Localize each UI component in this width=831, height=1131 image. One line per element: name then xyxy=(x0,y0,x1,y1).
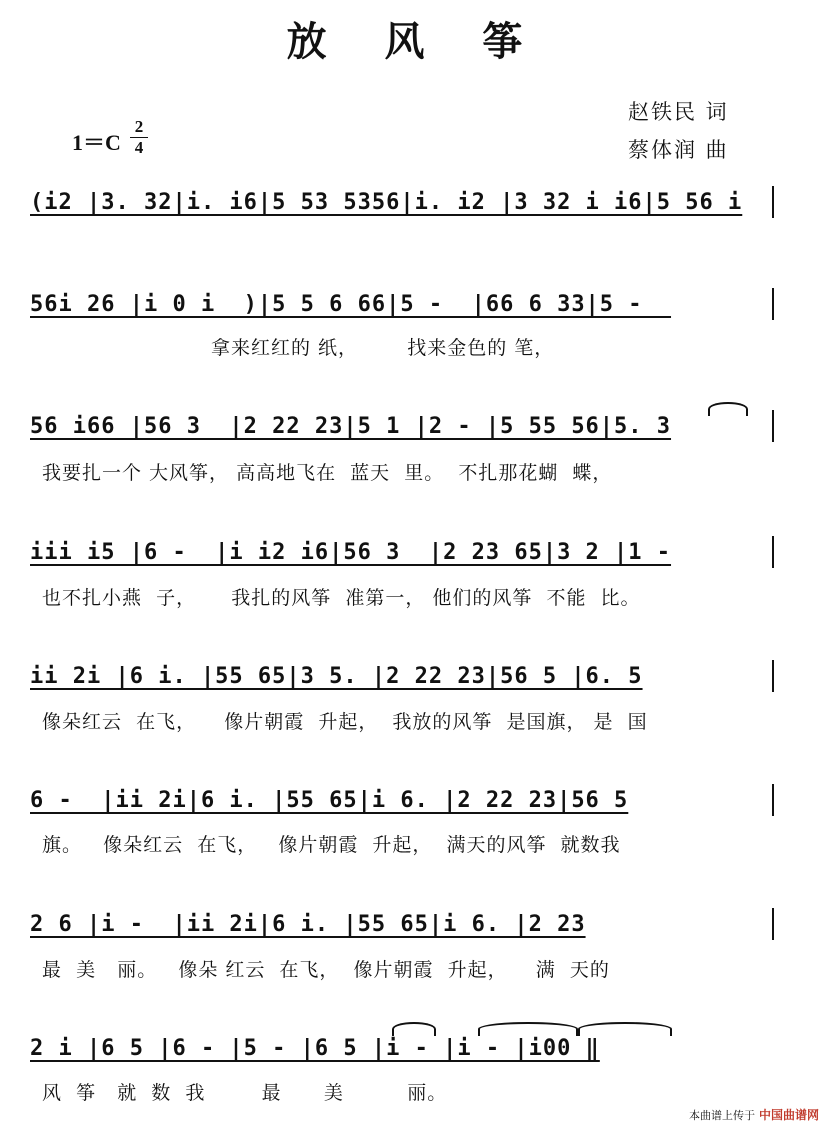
notation: 56 i66 |56 3 |2 22 23|5 1 |2 - |5 55 56|5. 3 xyxy=(30,414,672,439)
score-line-7 xyxy=(30,912,790,938)
lyric-line-6: 旗。 像朵红云 在飞， 像片朝霞 升起， 满天的风筝 就数我 xyxy=(42,834,621,856)
lyric-line-2: 拿来红红的 纸， 找来金色的 笔， xyxy=(42,337,555,359)
lyric-line-7: 最 美 丽。 像朵 红云 在飞， 像片朝霞 升起， 满 天的 xyxy=(42,959,610,981)
time-signature-top: 2 xyxy=(134,117,144,136)
tie-mark xyxy=(578,1022,672,1036)
footer-text: 本曲谱上传于 xyxy=(688,1109,755,1122)
score-line-6 xyxy=(30,788,790,814)
notation: (i2 |3. 32|i. i6|5 53 5356|i. i2 |3 32 i i6|5 56 i xyxy=(30,190,743,215)
score-line-3 xyxy=(30,414,790,440)
notation: 56i 26 |i 0 i )|5 5 6 66|5 - |66 6 33|5 - xyxy=(30,292,672,317)
notation: ii 2i |6 i. |55 65|3 5. |2 22 23|56 5 |6. 5 xyxy=(30,664,643,689)
score-line-5 xyxy=(30,664,790,690)
site-logo: 中国曲谱网 xyxy=(758,1108,819,1122)
lyric-line-8: 风 筝 就 数 我 最 美 丽。 xyxy=(42,1082,448,1104)
lyricist-credit: 赵铁民 词 xyxy=(628,100,729,124)
notation: 6 - |ii 2i|6 i. |55 65|i 6. |2 22 23|56 5 xyxy=(30,788,629,813)
key-signature: 1＝C xyxy=(72,130,121,155)
song-title: 放 风 筝 xyxy=(286,18,545,65)
score-line-1 xyxy=(30,190,790,216)
composer-credit: 蔡体润 曲 xyxy=(628,138,729,162)
tie-mark xyxy=(478,1022,578,1036)
time-signature-bottom: 4 xyxy=(134,138,144,157)
lyric-line-3: 我要扎一个 大风筝， 高高地飞在 蓝天 里。 不扎那花蝴 蝶， xyxy=(42,462,613,484)
notation: 2 6 |i - |ii 2i|6 i. |55 65|i 6. |2 23 xyxy=(30,912,586,937)
tie-mark xyxy=(708,402,748,416)
score-line-8 xyxy=(30,1036,790,1062)
time-signature xyxy=(130,118,148,157)
lyric-line-4: 也不扎小燕 子， 我扎的风筝 准第一， 他们的风筝 不能 比。 xyxy=(42,587,641,609)
lyric-line-5: 像朵红云 在飞， 像片朝霞 升起， 我放的风筝 是国旗， 是 国 xyxy=(42,711,648,733)
notation: iii i5 |6 - |i i2 i6|56 3 |2 23 65|3 2 |1 - xyxy=(30,540,672,565)
score-line-2 xyxy=(30,292,790,318)
score-line-4 xyxy=(30,540,790,566)
footer xyxy=(689,1106,819,1123)
tie-mark xyxy=(392,1022,436,1036)
notation: 2 i |6 5 |6 - |5 - |6 5 |i - |i - |i00 ‖ xyxy=(30,1036,600,1061)
